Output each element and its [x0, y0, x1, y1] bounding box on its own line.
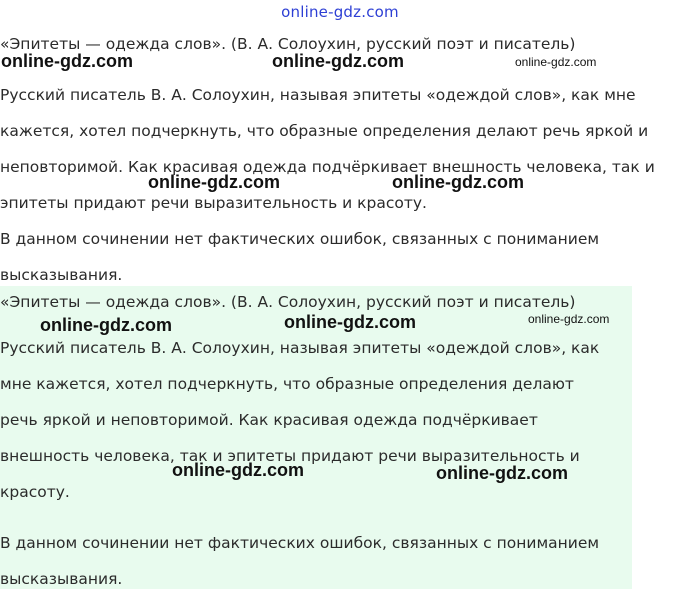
conclusion-paragraph	[0, 525, 599, 597]
conclusion-line: В данном сочинении нет фактических ошибок, связанных с пониманием	[0, 534, 600, 552]
conclusion-line: высказывания.	[0, 266, 123, 284]
conclusion-paragraph	[0, 221, 599, 293]
paragraph-line: кажется, хотел подчеркнуть, что образные определения делают речь яркой и	[0, 122, 649, 140]
paragraph-line: красоту.	[0, 483, 70, 501]
watermark: online-gdz.com	[172, 460, 304, 480]
quote-text: «Эпитеты — одежда слов». (В. А. Солоухин, русский поэт и писатель)	[0, 293, 576, 311]
watermark: online-gdz.com	[515, 55, 597, 69]
site-header	[0, 0, 680, 24]
paragraph-line: мне кажется, хотел подчеркнуть, что образные определения делают	[0, 375, 574, 393]
paragraph-line: внешность человека, так и эпитеты придают речи выразительность и	[0, 447, 580, 465]
watermark: online-gdz.com	[272, 51, 404, 71]
watermark: online-gdz.com	[40, 315, 172, 335]
paragraph-line: Русский писатель В. А. Солоухин, называя эпитеты «одеждой слов», как мне	[0, 86, 636, 104]
paragraph-line: эпитеты придают речи выразительность и красоту.	[0, 194, 427, 212]
main-paragraph	[0, 77, 655, 221]
conclusion-line: высказывания.	[0, 570, 123, 588]
paragraph-line: речь яркой и неповторимой. Как красивая одежда подчёркивает	[0, 411, 538, 429]
conclusion-line: В данном сочинении нет фактических ошибок, связанных с пониманием	[0, 230, 600, 248]
watermark: online-gdz.com	[148, 172, 280, 192]
site-name: online-gdz.com	[281, 3, 399, 21]
quote-line	[0, 292, 575, 312]
watermark: online-gdz.com	[528, 312, 610, 326]
watermark: online-gdz.com	[392, 172, 524, 192]
watermark: online-gdz.com	[1, 51, 133, 71]
watermark: online-gdz.com	[436, 463, 568, 483]
paragraph-line: неповторимой. Как красивая одежда подчёркивает внешность человека, так и	[0, 158, 655, 176]
paragraph-line: Русский писатель В. А. Солоухин, называя эпитеты «одеждой слов», как	[0, 339, 600, 357]
quote-text: «Эпитеты — одежда слов». (В. А. Солоухин, русский поэт и писатель)	[0, 35, 576, 53]
watermark: online-gdz.com	[284, 312, 416, 332]
